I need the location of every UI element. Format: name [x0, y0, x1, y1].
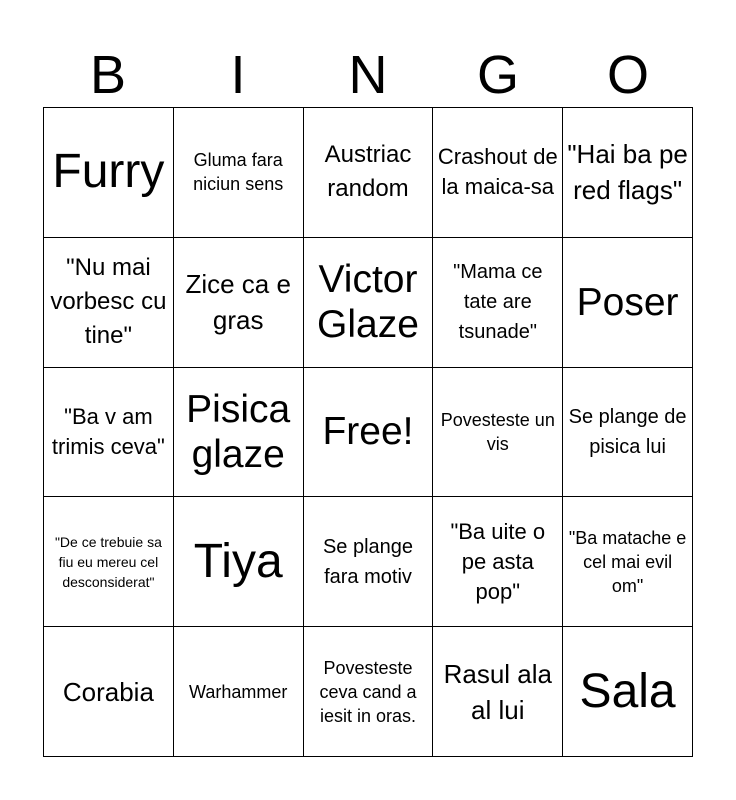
cell-text: "De ce trebuie sa fiu eu mereu cel desconsiderat" — [54, 533, 162, 590]
cell-text: Zice ca e gras — [185, 269, 291, 336]
bingo-cell[interactable] — [304, 238, 434, 368]
bingo-cell[interactable] — [174, 368, 304, 498]
bingo-cell[interactable] — [174, 497, 304, 627]
bingo-cell[interactable] — [433, 368, 563, 498]
cell-text: "Nu mai vorbesc cu tine" — [50, 254, 167, 350]
cell-text: Sala — [579, 664, 676, 718]
cell-text: "Ba matache e cel mai evil om" — [568, 527, 687, 596]
cell-text: "Ba uite o pe asta pop" — [450, 518, 546, 604]
cell-text: Se plange fara motiv — [322, 535, 414, 588]
bingo-cell[interactable] — [433, 627, 563, 757]
bingo-cell[interactable] — [44, 627, 174, 757]
bingo-cell[interactable] — [44, 108, 174, 238]
cell-text: Poser — [576, 280, 679, 324]
cell-text: Tiya — [193, 534, 283, 588]
free-space-cell[interactable] — [304, 368, 434, 498]
cell-text: Gluma fara niciun sens — [193, 150, 284, 195]
cell-text: Crashout de la maica-sa — [437, 144, 558, 200]
bingo-cell[interactable] — [433, 108, 563, 238]
cell-text: Povesteste ceva cand a iesit in oras. — [319, 657, 417, 726]
bingo-cell[interactable] — [174, 108, 304, 238]
bingo-cell[interactable] — [563, 627, 693, 757]
header-letter-i: I — [230, 45, 246, 105]
cell-text: "Ba v am trimis ceva" — [51, 403, 165, 459]
bingo-cell[interactable] — [563, 108, 693, 238]
cell-text: "Mama ce tate are tsunade" — [453, 261, 543, 344]
cell-text: Se plange de pisica lui — [568, 405, 687, 458]
header-letter-o: O — [606, 45, 649, 105]
bingo-cell[interactable] — [304, 108, 434, 238]
bingo-grid — [43, 107, 693, 757]
bingo-cell[interactable] — [563, 497, 693, 627]
cell-text: Furry — [52, 145, 165, 199]
bingo-cell[interactable] — [304, 497, 434, 627]
bingo-cell[interactable] — [44, 497, 174, 627]
bingo-cell[interactable] — [174, 627, 304, 757]
cell-text: Victor Glaze — [317, 258, 419, 347]
cell-text: "Hai ba pe red flags" — [567, 139, 688, 206]
cell-text: Austriac random — [324, 141, 412, 203]
header-letter-b: B — [89, 45, 127, 105]
header-letter-n: N — [348, 45, 388, 105]
bingo-cell[interactable] — [563, 368, 693, 498]
free-space-text: Free! — [322, 410, 414, 454]
cell-text: Pisica glaze — [186, 387, 291, 476]
bingo-cell[interactable] — [44, 238, 174, 368]
bingo-cell[interactable] — [44, 368, 174, 498]
bingo-cell[interactable] — [433, 238, 563, 368]
header-letter-g: G — [476, 45, 519, 105]
cell-text: Warhammer — [189, 681, 288, 702]
cell-text: Povesteste un vis — [440, 409, 555, 454]
bingo-cell[interactable] — [304, 627, 434, 757]
cell-text: Corabia — [62, 676, 154, 707]
bingo-header — [43, 40, 693, 110]
bingo-cell[interactable] — [433, 497, 563, 627]
bingo-cell[interactable] — [174, 238, 304, 368]
bingo-cell[interactable] — [563, 238, 693, 368]
cell-text: Rasul ala al lui — [443, 658, 552, 725]
